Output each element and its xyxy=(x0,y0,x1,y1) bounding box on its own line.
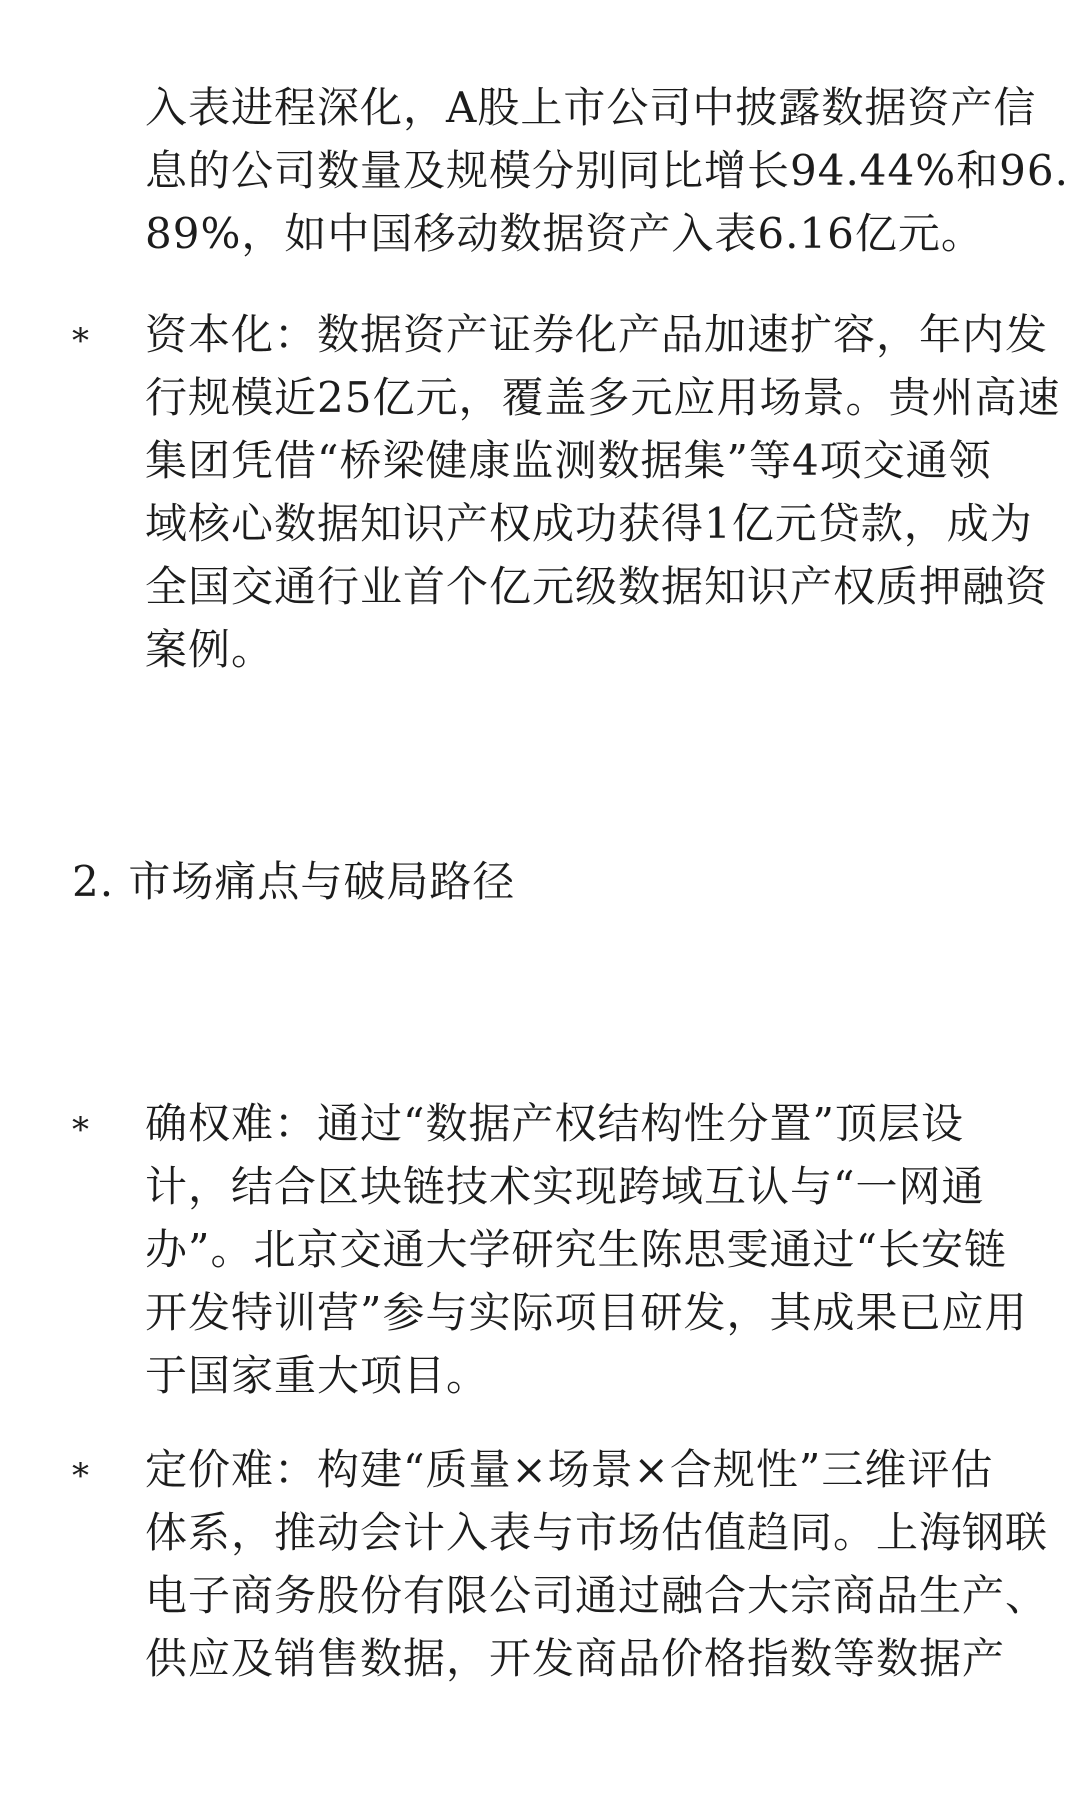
text-line: 89%，如中国移动数据资产入表6.16亿元。 xyxy=(145,209,984,258)
bullet-marker: * xyxy=(72,321,89,361)
text-line: 行规模近25亿元，覆盖多元应用场景。贵州高速 xyxy=(145,373,1061,422)
text-line: 域核心数据知识产权成功获得1亿元贷款，成为 xyxy=(145,499,1033,548)
text-line: 定价难：构建“质量×场景×合规性”三维评估 xyxy=(145,1445,994,1494)
text-line: 案例。 xyxy=(145,625,275,674)
section-heading: 2. 市场痛点与破局路径 xyxy=(72,857,516,906)
intro-paragraph xyxy=(145,76,1069,265)
text-line: 确权难：通过“数据产权结构性分置”顶层设 xyxy=(145,1099,964,1148)
text-line: 资本化：数据资产证券化产品加速扩容，年内发 xyxy=(145,310,1049,359)
text-line: 全国交通行业首个亿元级数据知识产权质押融资 xyxy=(145,562,1049,611)
text-line: 电子商务股份有限公司通过融合大宗商品生产、 xyxy=(145,1571,1049,1620)
text-line: 开发特训营”参与实际项目研发，其成果已应用 xyxy=(145,1288,1028,1337)
bullet-marker: * xyxy=(72,1110,89,1150)
text-line: 体系，推动会计入表与市场估值趋同。上海钢联 xyxy=(145,1508,1049,1557)
bullet-marker: * xyxy=(72,1456,89,1496)
bullet-rights-confirmation xyxy=(145,1092,1027,1407)
bullet-pricing xyxy=(145,1438,1048,1690)
text-line: 入表进程深化，A股上市公司中披露数据资产信 xyxy=(145,83,1037,132)
bullet-capitalization xyxy=(145,303,1060,681)
text-line: 息的公司数量及规模分别同比增长94.44%和96. xyxy=(145,146,1069,195)
text-line: 于国家重大项目。 xyxy=(145,1351,490,1400)
text-line: 供应及销售数据，开发商品价格指数等数据产 xyxy=(145,1634,1006,1683)
text-line: 办”。北京交通大学研究生陈思雯通过“长安链 xyxy=(145,1225,1007,1274)
text-line: 集团凭借“桥梁健康监测数据集”等4项交通领 xyxy=(145,436,992,485)
text-line: 计，结合区块链技术实现跨域互认与“一网通 xyxy=(145,1162,985,1211)
